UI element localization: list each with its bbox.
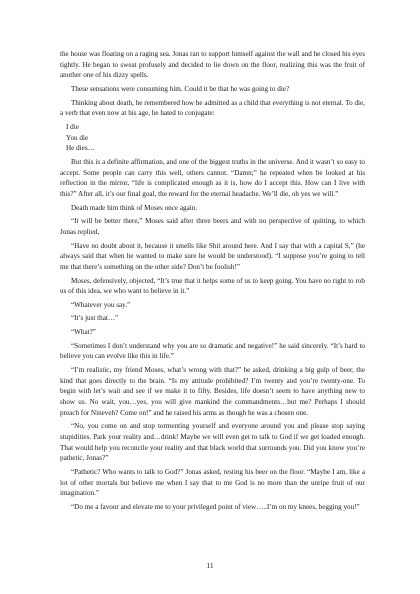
paragraph: “Have no doubt about it, because it smells like Shit around here. And I say that with a capital S,” (he always said that when he wanted to make sure he would be understood). “I suppose you’re going to tell me that there’s something on the other side? Don’t be foolish!” [60, 241, 365, 271]
paragraph: “It’s just that…” [71, 314, 119, 323]
paragraph: “Do me a favour and elevate me to your privileged point of view…..I’m on my knees, begging you!” [71, 503, 360, 512]
paragraph: But this is a definite affirmation, and one of the biggest truths in the universe. And it wasn’t so easy to accept. Some people can carry this well, others cannot. “Damn;” he repeated when he looked at his reflection in the mirror, “life is complicated enough as it is, how do I accept this. How can I live with this?” After all, it’s our final goal, the reward for the eternal headache. We’ll die, oh yes we will.” [60, 158, 365, 199]
paragraph: “No, you come on and stop tormenting yourself and everyone around you and please stop saying stupidities. Park your reality and…drink! Maybe we will even get to talk to God if we get loaded enough. That would help you reconcile your reality and that black world that surrounds you. Did you know you’re pathetic, Jonas?” [60, 422, 365, 463]
paragraph: “Sometimes I don’t understand why you are so dramatic and negative!” he said sincerely. “It’s hard to believe you can evolve like this in life.” [60, 341, 365, 361]
paragraph: “Whatever you say.” [71, 300, 131, 309]
verse-line: He dies… [66, 144, 95, 153]
paragraph: Moses, defensively, objected, “It’s true that it helps some of us to keep going. You have no right to rob us of this idea, we who want to believe in it.” [60, 276, 365, 296]
verse-line: You die [66, 133, 89, 142]
paragraph: “Pathetic? Who wants to talk to God?” Jonas asked, resting his beer on the floor. “Maybe I am, like a lot of other mortals but believe me when I say that to me God is no more than the unripe fruit of our imagination.” [60, 468, 365, 498]
paragraph: Death made him think of Moses once again. [71, 203, 198, 212]
page-number: 11 [206, 561, 214, 570]
paragraph: Thinking about death, he remembered how he admitted as a child that everything is not eternal. To die, a verb that even now at his age, he hated to conjugate: [60, 98, 365, 118]
paragraph: “I’m realistic, my friend Moses, what’s wrong with that?” he asked, drinking a big gulp of beer, the kind that goes directly to the brain. “Is my attitude prohibited? I’m twenty and you’re twenty-one. To begin with let’s wait and see if we make it to fifty. Besides, life doesn’t seem to have anything new to show us. No wait, you…yes, you will give mankind the commandments…but me? Perhaps I should preach for Nineveh? Come on!” and he raised his arms as though he was a chosen one. [60, 365, 365, 417]
paragraph: “It will be better there,” Moses said after three beers and with no perspective of quitting, to which Jonas replied, [60, 217, 365, 236]
paragraph: These sensations were consuming him. Could it be that he was going to die? [71, 85, 290, 93]
paragraph: the house was floating on a raging sea. Jonas ran to support himself against the wall and he closed his eyes tightly. He began to sweat profusely and decided to lie down on the floor, realizing this was the fruit of another one of his dizzy spells. [60, 50, 365, 80]
verse-line: I die [66, 122, 79, 131]
verse-lines [60, 122, 365, 154]
body-text [60, 49, 365, 516]
paragraph: “What?” [71, 328, 96, 337]
